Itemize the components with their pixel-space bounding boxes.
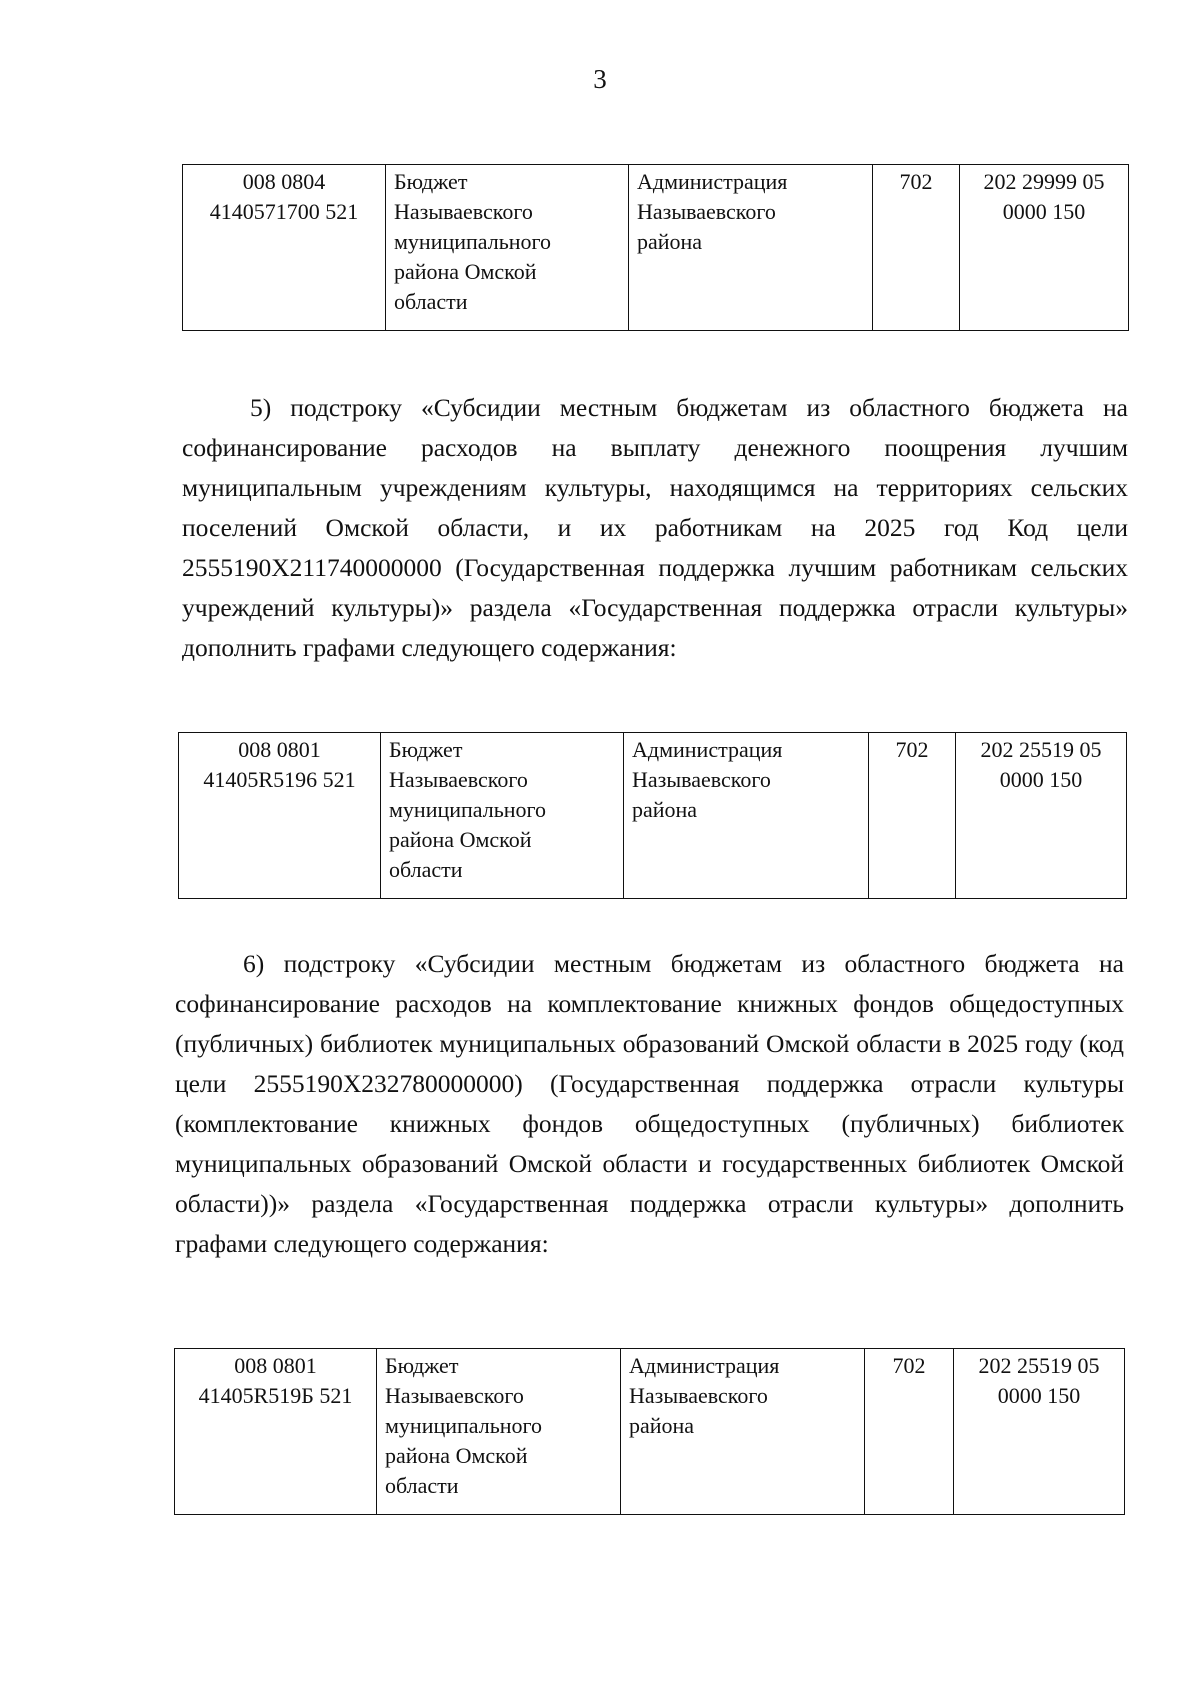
admin-line: района <box>637 229 703 254</box>
budget-line: Бюджет <box>394 169 468 194</box>
administrator-cell <box>621 1349 865 1515</box>
code-line: 41405R519Б 521 <box>198 1383 353 1408</box>
paragraph-6 <box>175 944 1124 1264</box>
budget-line: области <box>394 289 468 314</box>
admin-line: Называевского <box>637 199 776 224</box>
kbk-line: 202 25519 05 <box>978 1353 1100 1378</box>
kbk-line: 0000 150 <box>997 1383 1081 1408</box>
budget-table-3 <box>174 1348 1125 1515</box>
code-line: 008 0801 <box>238 737 321 762</box>
administrator-cell <box>624 733 869 899</box>
admin-line: Администрация <box>637 169 788 194</box>
budget-line: муниципального <box>385 1413 543 1438</box>
budget-line: района Омской <box>394 259 537 284</box>
admin-line: Администрация <box>629 1353 780 1378</box>
budget-cell <box>386 165 629 331</box>
code-cell <box>183 165 386 331</box>
budget-line: муниципального <box>394 229 552 254</box>
budget-table-1 <box>182 164 1129 331</box>
kbk-line: 0000 150 <box>1002 199 1086 224</box>
budget-line: области <box>389 857 463 882</box>
code-line: 008 0801 <box>234 1353 317 1378</box>
page-number: 3 <box>593 64 607 94</box>
budget-line: области <box>385 1473 459 1498</box>
kbk-cell <box>960 165 1129 331</box>
code-line: 41405R5196 521 <box>203 767 356 792</box>
code-line: 008 0804 <box>242 169 326 194</box>
budget-line: района Омской <box>389 827 532 852</box>
table-row <box>179 733 1127 899</box>
budget-table-2 <box>178 732 1127 899</box>
admin-line: района <box>632 797 698 822</box>
table-row <box>183 165 1129 331</box>
kbk-cell <box>956 733 1127 899</box>
kbk-line: 202 25519 05 <box>980 737 1102 762</box>
admin-line: Администрация <box>632 737 783 762</box>
paragraph-5 <box>182 388 1128 668</box>
budget-line: Бюджет <box>385 1353 459 1378</box>
code-cell <box>175 1349 377 1515</box>
number-cell: 702 <box>865 1349 954 1515</box>
admin-line: района <box>629 1413 695 1438</box>
number-cell: 702 <box>873 165 960 331</box>
kbk-line: 202 29999 05 <box>983 169 1105 194</box>
budget-cell <box>381 733 624 899</box>
budget-line: района Омской <box>385 1443 528 1468</box>
budget-line: Называевского <box>394 199 533 224</box>
admin-line: Называевского <box>629 1383 768 1408</box>
code-line: 4140571700 521 <box>209 199 359 224</box>
budget-line: муниципального <box>389 797 547 822</box>
paragraph-text: 6) подстроку «Субсидии местным бюджетам из областного бюджета на софинансирование расходов на комплектование книжных фондов общедоступных (публичных) библиотек муниципальных образований Омской области в 2025 году (код цели 2555190Х232780000000) (Государственная поддержка отрасли культуры (комплектование книжных фондов общедоступных (публичных) библиотек муниципальных образований Омской области и государственных библиотек Омской области))» раздела «Государственная поддержка отрасли культуры» дополнить графами следующего содержания: <box>175 949 1124 1258</box>
admin-line: Называевского <box>632 767 771 792</box>
budget-line: Называевского <box>389 767 528 792</box>
paragraph-text: 5) подстроку «Субсидии местным бюджетам из областного бюджета на софинансирование расходов на выплату денежного поощрения лучшим муниципальным учреждениям культуры, находящимся на территориях сельских поселений Омской области, и их работникам на 2025 год Код цели 2555190Х211740000000 (Государственная поддержка лучшим работникам сельских учреждений культуры)» раздела «Государственная поддержка отрасли культуры» дополнить графами следующего содержания: <box>182 393 1128 662</box>
table-row <box>175 1349 1125 1515</box>
budget-line: Называевского <box>385 1383 524 1408</box>
kbk-cell <box>954 1349 1125 1515</box>
kbk-line: 0000 150 <box>999 767 1083 792</box>
number-cell: 702 <box>869 733 956 899</box>
budget-cell <box>377 1349 621 1515</box>
code-cell <box>179 733 381 899</box>
administrator-cell <box>629 165 873 331</box>
budget-line: Бюджет <box>389 737 463 762</box>
